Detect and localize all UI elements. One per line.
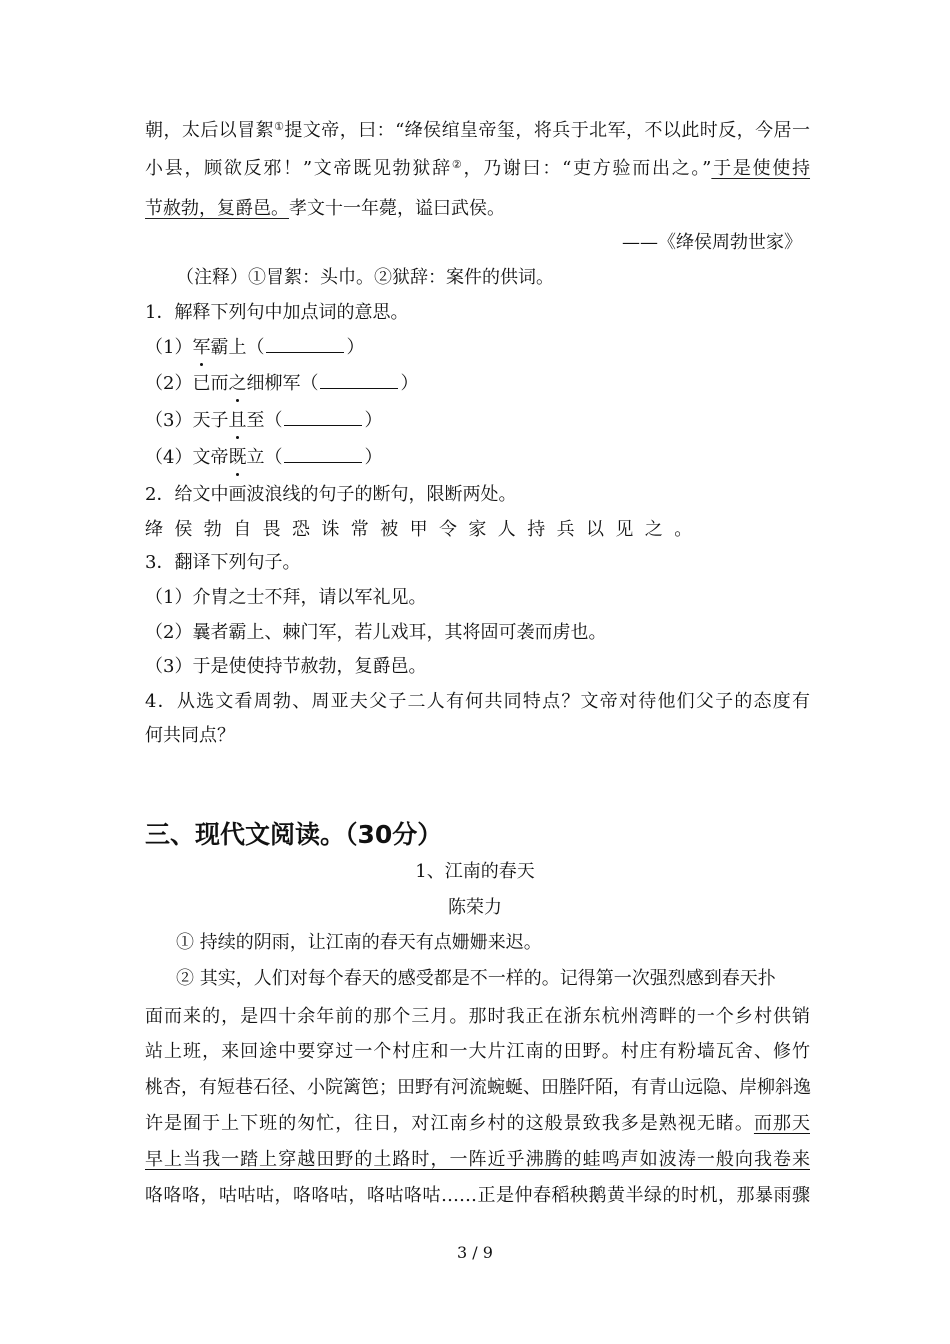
item-text: 天子	[192, 410, 229, 431]
passage-text: 孝文十一年薨，谥曰武侯。	[289, 198, 505, 219]
item-text: 细柳军（	[246, 373, 319, 394]
paragraph-2-line-4: 桃杏，有短巷石径、小院篱笆；田野有河流蜿蜒、田塍阡陌，有青山远隐、岸柳斜逸	[145, 1077, 811, 1098]
answer-blank[interactable]	[284, 409, 362, 426]
question-1-item-4	[145, 446, 810, 470]
page-number: 3 / 9	[457, 1243, 493, 1262]
passage-text: 小县，顾欲反邪！”文帝既见勃狱辞	[145, 158, 452, 179]
article-title: 1、江南的春天	[415, 861, 535, 882]
passage-line-3	[145, 197, 810, 221]
item-number: （1）	[145, 337, 193, 358]
item-text: 文帝	[192, 447, 229, 468]
question-3-item-1: （1）介胄之士不拜，请以军礼见。	[145, 587, 427, 608]
item-number: （2）	[145, 373, 193, 394]
dotted-word: 军	[192, 337, 211, 358]
underlined-sentence: 于是使使持	[711, 158, 811, 179]
paragraph-text: 许是囿于上下班的匆忙，往日，对江南乡村的这般景致我多是熟视无睹。	[145, 1113, 754, 1134]
question-3-item-3: （3）于是使使持节赦勃，复爵邑。	[145, 656, 427, 677]
paragraph-2-line-5	[145, 1112, 810, 1136]
answer-blank[interactable]	[266, 336, 344, 353]
item-text: 霸上（	[210, 337, 265, 358]
question-2-sentence: 绛侯勃自畏恐诛常被甲令家人持兵以见之。	[145, 519, 704, 540]
paragraph-1: ① 持续的阴雨，让江南的春天有点姗姗来迟。	[176, 932, 542, 953]
passage-text: ，乃谢曰：“吏方验而出之。”	[463, 158, 712, 179]
underlined-sentence: 节赦勃，复爵邑。	[145, 198, 289, 219]
section-title: 三、现代文阅读。（30分）	[145, 820, 443, 849]
item-text: ）	[346, 337, 365, 358]
question-1-item-3	[145, 409, 810, 433]
item-text: 立（	[246, 447, 283, 468]
underlined-sentence: 而那天	[753, 1113, 810, 1134]
passage-line-1	[145, 119, 810, 143]
item-text: ）	[364, 447, 383, 468]
passage-notes: （注释）①冒絮：头巾。②狱辞：案件的供词。	[176, 267, 554, 288]
footnote-marker-2: ②	[451, 158, 464, 171]
question-2: 2．给文中画波浪线的句子的断句，限断两处。	[145, 484, 517, 505]
passage-text: 提文帝，曰：“绛侯绾皇帝玺，将兵于北军，不以此时反，今居一	[284, 120, 811, 141]
paragraph-2-line-6	[145, 1148, 810, 1172]
footnote-marker-1: ①	[274, 120, 285, 133]
passage-line-2	[145, 157, 810, 181]
paragraph-2-line-3: 站上班，来回途中要穿过一个村庄和一大片江南的田野。村庄有粉墙瓦舍、修竹	[145, 1041, 810, 1062]
question-1: 1．解释下列句中加点词的意思。	[145, 302, 409, 323]
item-number: （3）	[145, 410, 193, 431]
passage-source: ——《绛侯周勃世家》	[622, 232, 802, 253]
item-number: （4）	[145, 447, 193, 468]
paragraph-2-line-2: 面而来的，是四十余年前的那个三月。那时我正在浙东杭州湾畔的一个乡村供销	[145, 1006, 810, 1027]
passage-text: 朝，太后以冒絮	[145, 120, 275, 141]
paragraph-2-line-1: ② 其实，人们对每个春天的感受都是不一样的。记得第一次强烈感到春天扑	[176, 968, 776, 989]
answer-blank[interactable]	[284, 446, 362, 463]
article-author: 陈荣力	[448, 897, 502, 918]
question-1-item-1	[145, 336, 810, 360]
underlined-sentence: 早上当我一踏上穿越田野的土路时，一阵近乎沸腾的蛙鸣声如波涛一般向我卷来	[145, 1149, 810, 1170]
dotted-word: 且	[228, 410, 247, 431]
item-text: ）	[364, 410, 383, 431]
question-1-item-2	[145, 372, 810, 396]
dotted-word: 既	[228, 447, 247, 468]
question-4-line-2: 何共同点？	[145, 725, 235, 746]
item-text: 至（	[246, 410, 283, 431]
question-3: 3．翻译下列句子。	[145, 552, 301, 573]
item-text: ）	[400, 373, 419, 394]
question-3-item-2: （2）曩者霸上、棘门军，若儿戏耳，其将固可袭而虏也。	[145, 622, 607, 643]
dotted-word: 之	[228, 373, 247, 394]
paragraph-2-line-7: 咯咯咯，咕咕咕，咯咯咕，咯咕咯咕……正是仲春稻秧鹅黄半绿的时机，那暴雨骤	[145, 1185, 810, 1206]
question-4-line-1: 4．从选文看周勃、周亚夫父子二人有何共同特点？文帝对待他们父子的态度有	[145, 691, 810, 712]
item-text: 已而	[192, 373, 229, 394]
answer-blank[interactable]	[320, 372, 398, 389]
